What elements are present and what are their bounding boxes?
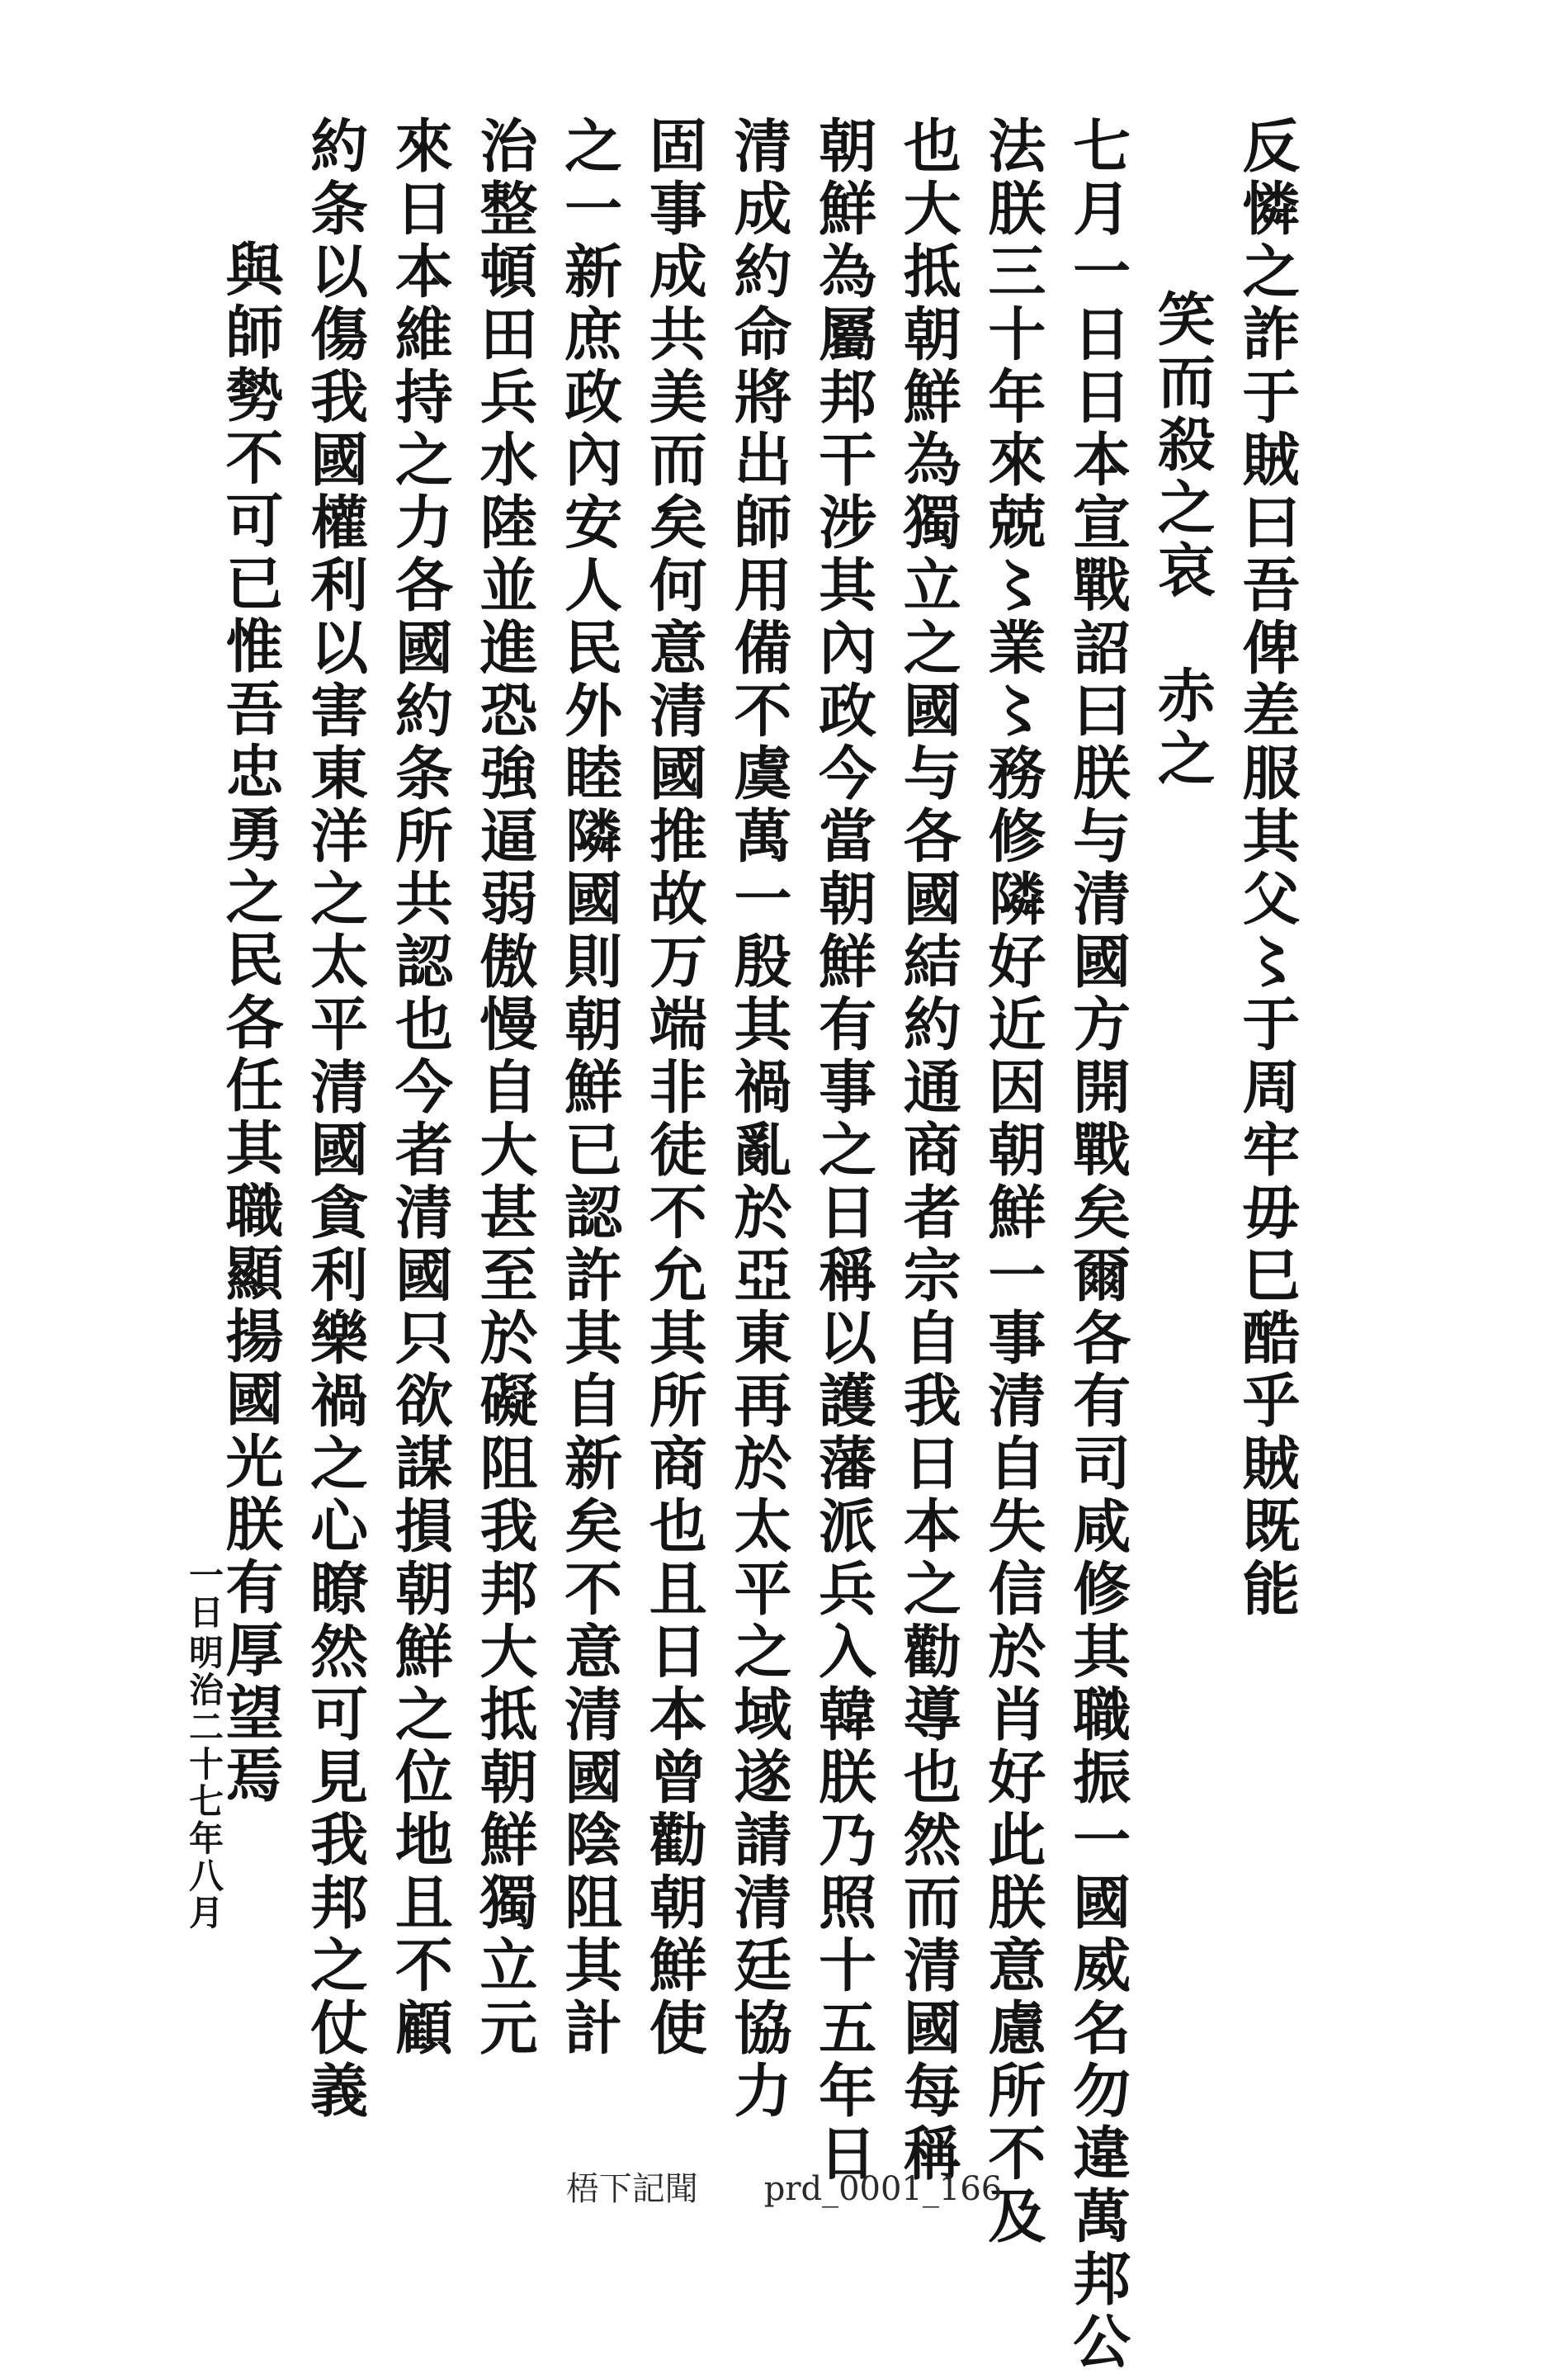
text-column-1: 反憐之詐于賊曰吾俾差服其父〻于周牢毋巳酷乎賊既能 [1232, 116, 1301, 1621]
date-note [184, 1557, 224, 1932]
text-column-11: 來日本維持之力各國約条所共認也今者清國只欲謀損朝鮮之位地且不顧 [385, 116, 455, 2060]
text-column-8: 固事成共美而矣何意清國推故万端非徒不允其所商也且日本曾勸朝鮮使 [640, 116, 709, 2060]
text-column-13-main: 與師勢不可已惟吾忠勇之民各任其職顯揚國光朕有厚望焉 [216, 239, 285, 1808]
page-footer [0, 2163, 1568, 2210]
date-note-line-2: 一日 [184, 1557, 224, 1631]
footer-page-id: prd_0001_166 [763, 2170, 1003, 2208]
text-column-3: 七月一日日本宣戰詔曰朕与清國方開戰矣爾各有司咸修其職振一國威名勿違萬邦公 [1063, 116, 1132, 2374]
text-column-9: 之一新庶政內安人民外睦隣國則朝鮮已認許其自新矣不意清國陰阻其計 [555, 116, 624, 2060]
text-column-7: 清成約命將出師用備不虞萬一殷其禍亂於亞東再於太平之域遂請清廷協力 [724, 116, 793, 2123]
footer-title: 梧下記聞 [565, 2170, 698, 2208]
text-column-5: 也大抵朝鮮為獨立之國与各國結約通商者宗自我日本之勸導也然而清國每稱 [894, 116, 963, 2186]
date-note-line-1: 明治二十七年八月 [184, 1634, 224, 1932]
text-column-4: 法朕三十年來兢〻業〻務修隣好近因朝鮮一事清自失信於肖好此朕意慮所不及 [978, 116, 1047, 2249]
text-column-10: 治整頓田兵水陸並進恐強逼弱傲慢自大甚至於礙阻我邦大抵朝鮮獨立元 [470, 116, 539, 2060]
text-column-6: 朝鮮為屬邦干涉其內政今當朝鮮有事之日稱以護藩派兵入韓朕乃照十五年日 [809, 116, 878, 2186]
text-column-13 [184, 116, 285, 1932]
text-column-2: 笑而殺之哀 赤之 [1148, 289, 1217, 791]
text-column-12: 約条以傷我國權利以害東洋之太平清國貪利樂禍之心瞭然可見我邦之仗義 [300, 116, 370, 2123]
